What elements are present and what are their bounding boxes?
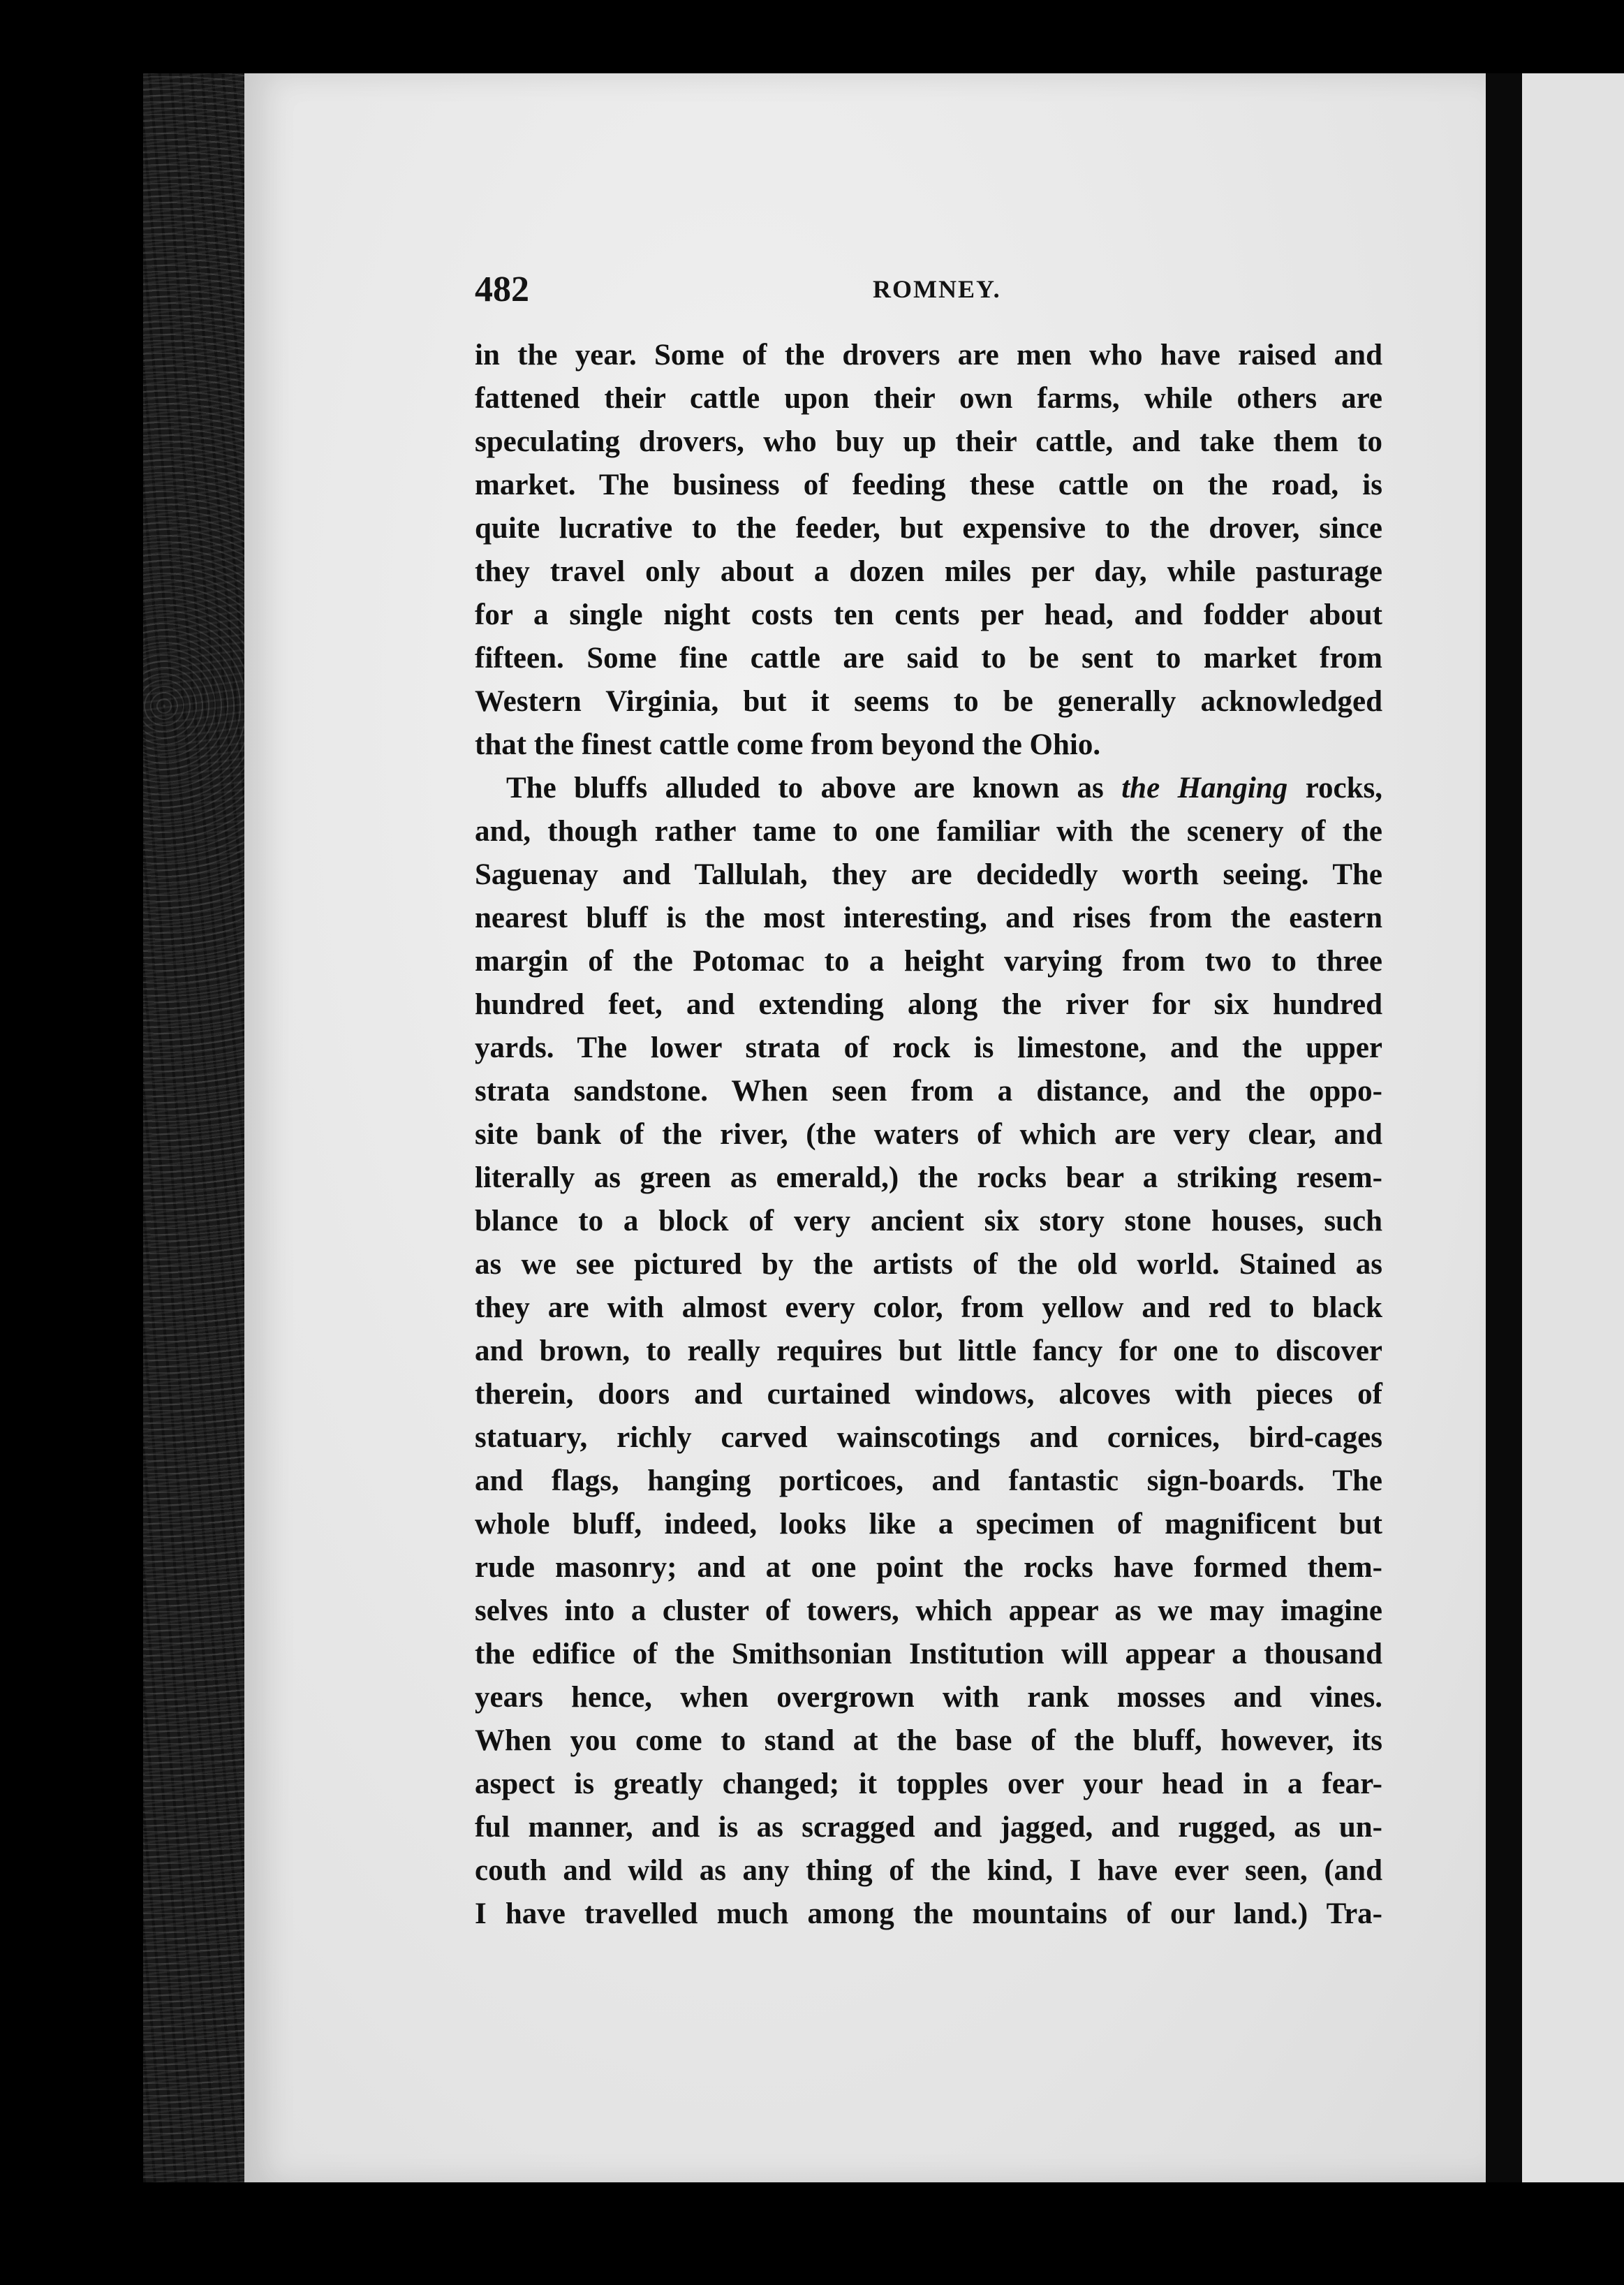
text-line: that the finest cattle come from beyond the Ohio. (475, 728, 1101, 761)
text-fragment: rocks, (1305, 772, 1383, 804)
text-line: quite lucrative to the feeder, but expensive to the drover, since (475, 512, 1382, 545)
text-line: couth and wild as any thing of the kind, I have ever seen, (and (475, 1854, 1382, 1887)
text-line: selves into a cluster of towers, which appear as we may imagine (475, 1594, 1382, 1627)
body-text (475, 334, 1382, 1936)
text-line: Western Virginia, but it seems to be generally acknowledged (475, 685, 1382, 718)
text-fragment: The bluffs alluded to above are known as (506, 772, 1104, 804)
text-line: the edifice of the Smithsonian Institution will appear a thousand (475, 1638, 1382, 1670)
text-line: years hence, when overgrown with rank mosses and vines. (475, 1681, 1382, 1714)
text-line: site bank of the river, (the waters of which are very clear, and (475, 1118, 1382, 1151)
text-line: ful manner, and is as scragged and jagged, and rugged, as un- (475, 1811, 1382, 1844)
text-line: therein, doors and curtained windows, alcoves with pieces of (475, 1378, 1382, 1411)
text-line: aspect is greatly changed; it topples over your head in a fear- (475, 1768, 1382, 1800)
page-header (475, 269, 1382, 311)
text-line: literally as green as emerald,) the rocks bear a striking resem- (475, 1161, 1382, 1194)
page-gutter-shadow (1486, 73, 1522, 2182)
marbled-endpaper (143, 73, 248, 2182)
text-line: strata sandstone. When seen from a distance, and the oppo- (475, 1075, 1382, 1108)
text-line: statuary, richly carved wainscotings and cornices, bird-cages (475, 1421, 1382, 1454)
facing-page-edge (1522, 73, 1624, 2182)
text-line: Saguenay and Tallulah, they are decidedly worth seeing. The (475, 858, 1382, 891)
text-line: and brown, to really requires but little fancy for one to discover (475, 1335, 1382, 1367)
text-line: market. The business of feeding these cattle on the road, is (475, 469, 1382, 501)
text-line: I have travelled much among the mountains of our land.) Tra- (475, 1897, 1382, 1930)
text-line: and flags, hanging porticoes, and fantastic sign-boards. The (475, 1464, 1382, 1497)
text-line: yards. The lower strata of rock is limestone, and the upper (475, 1031, 1382, 1064)
text-line: as we see pictured by the artists of the old world. Stained as (475, 1248, 1382, 1281)
text-line: blance to a block of very ancient six story stone houses, such (475, 1205, 1382, 1237)
paragraph-1 (475, 334, 1382, 767)
text-line: they travel only about a dozen miles per day, while pasturage (475, 555, 1382, 588)
text-line: fattened their cattle upon their own farms, while others are (475, 382, 1382, 415)
text-line: fifteen. Some fine cattle are said to be sent to market from (475, 642, 1382, 675)
text-line: for a single night costs ten cents per head, and fodder about (475, 598, 1382, 631)
text-line (475, 767, 1382, 810)
text-line: nearest bluff is the most interesting, and rises from the eastern (475, 902, 1382, 934)
italic-place-name: the Hanging (1121, 772, 1288, 804)
text-line: margin of the Potomac to a height varying from two to three (475, 945, 1382, 978)
text-line: speculating drovers, who buy up their cattle, and take them to (475, 425, 1382, 458)
page-number: 482 (475, 270, 529, 309)
text-line: hundred feet, and extending along the river for six hundred (475, 988, 1382, 1021)
paragraph-2 (475, 767, 1382, 1936)
text-line: they are with almost every color, from yellow and red to black (475, 1291, 1382, 1324)
text-line: rude masonry; and at one point the rocks have formed them- (475, 1551, 1382, 1584)
running-head: ROMNEY. (873, 275, 1001, 303)
text-line: and, though rather tame to one familiar with the scenery of the (475, 815, 1382, 848)
text-line: When you come to stand at the base of the bluff, however, its (475, 1724, 1382, 1757)
text-line: whole bluff, indeed, looks like a specimen of magnificent but (475, 1508, 1382, 1541)
text-line: in the year. Some of the drovers are men who have raised and (475, 339, 1382, 372)
